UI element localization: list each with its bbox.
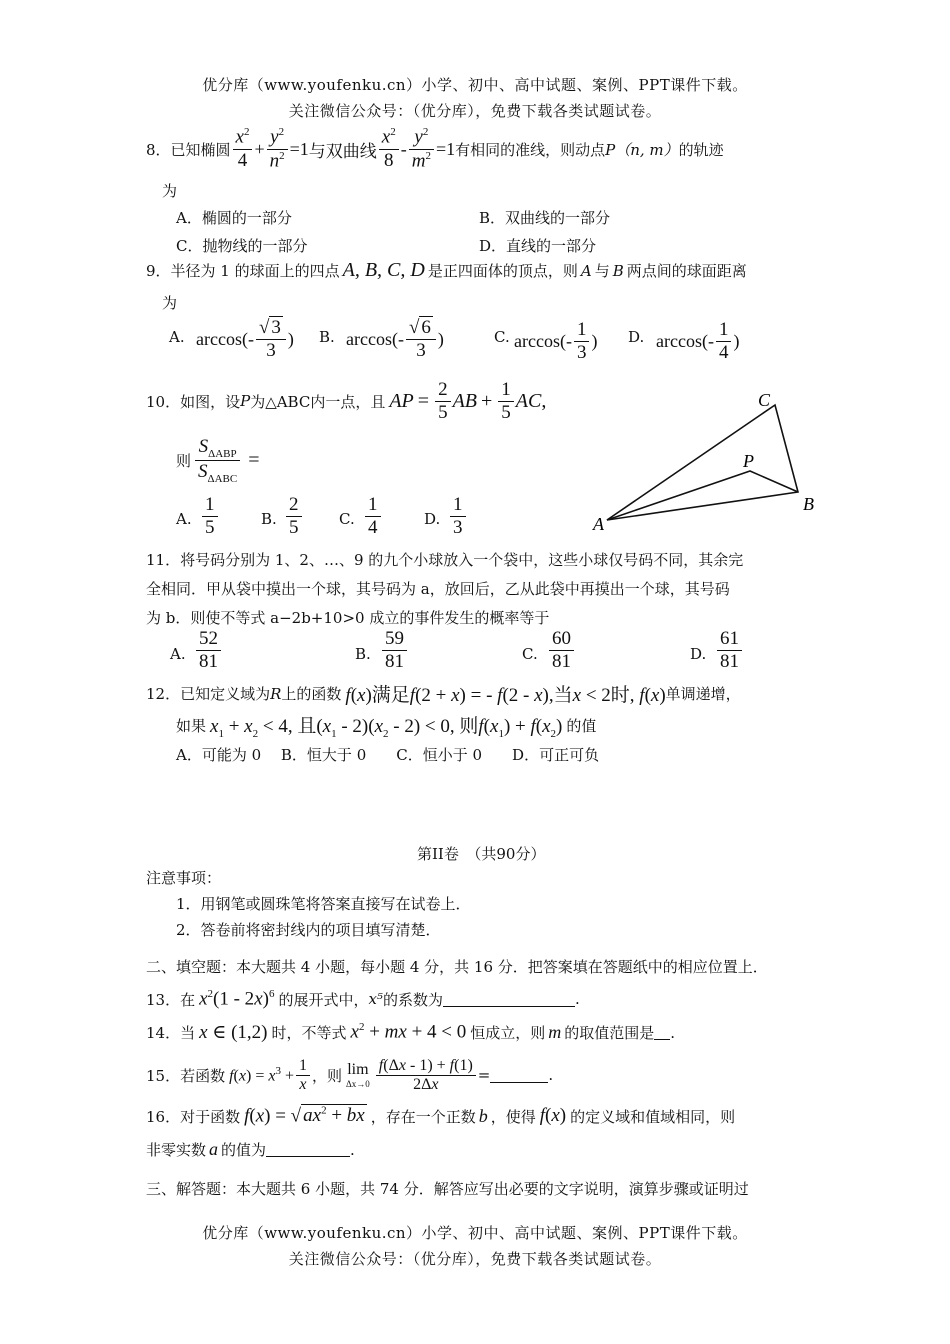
q16-line2b: 的值为 [221,1141,267,1159]
q10-label-d: D. [424,510,441,528]
q10-option-a: $\frac{1}{5}$ [200,494,220,539]
q8-mid: 与双曲线 [308,141,377,162]
q9-option-c: arccos(- $\frac{1}{3}$ ) [514,319,598,363]
part3-title: 三、解答题：本大题共 6 小题，共 74 分．解答应写出必要的文字说明，演算步骤或证明过 [146,1180,749,1198]
q8-tail: 的轨迹 [678,140,724,159]
q10-option-c: $\frac{1}{4}$ [363,494,383,539]
q8-point: P（n, m） [605,140,679,159]
question-15: 15．若函数 $f(x) = x^3$ + $\frac{1}{x}$ ，则 lim Δx→0 $\frac{f(\Delta x - 1) + f(1)}{2\Delta x}$ = . [146,1056,554,1093]
q16-mid: ，存在一个正数 [370,1107,476,1126]
q9-pre: 9．半径为 1 的球面上的四点 [146,262,340,280]
footer-line-2: 关注微信公众号：（优分库），免费下载各类试题试卷。 [288,1250,662,1268]
q12-options: A．可能为 0 B．恒大于 0 C．恒小于 0 D．可正可负 [176,746,600,764]
q9-option-d: arccos(- $\frac{1}{4}$ ) [656,319,740,363]
q13-answer-blank[interactable] [443,992,575,1007]
q13-post: 的展开式中， [278,990,369,1009]
q10-then: 则 [176,451,192,470]
q9-points: A, B, C, D [342,259,425,281]
q11-label-b: B. [355,645,371,663]
question-10: 10．如图，设 P 为△ABC内一点，且 AP = $\frac{2}{5}$ AB + $\frac{1}{5}$ AC , [146,378,547,423]
label-a: A [593,514,604,534]
q10-triangle-figure [585,385,825,545]
label-p: P [743,451,754,471]
q10-option-b: $\frac{2}{5}$ [284,494,304,539]
part2-notice-2: 2．答卷前将密封线内的项目填写清楚． [176,921,441,939]
q15-then: ，则 [311,1066,342,1085]
q11-line-1: 11．将号码分别为 1、2、…、9 的九个小球放入一个袋中，这些小球仅号码不同，其余完 [146,551,744,569]
q16-line2: 非零实数 [146,1141,207,1159]
q15-pre: 15．若函数 [146,1066,226,1085]
q16-mid2: ，使得 [490,1107,536,1126]
q16-answer-blank[interactable] [266,1142,350,1157]
q9-b: B [612,261,624,280]
q13-post2: 的系数为 [382,990,443,1009]
label-b: B [803,494,814,514]
q10-p: P [240,392,251,410]
q10-label-b: B. [261,510,277,528]
q16-tail: 的定义域和值域相同，则 [570,1107,736,1126]
q11-option-a: $\frac{52}{81}$ [194,628,223,673]
q15-answer-blank[interactable] [490,1068,548,1083]
triangle-abc [607,405,798,520]
q10-label-c: C. [339,510,355,528]
q8-post: 有相同的准线，则动点 [455,140,606,159]
q15-eq: = [477,1066,491,1084]
q9-label-b: B. [319,328,335,346]
q9-wrap: 为 [162,294,178,312]
q11-line-2: 全相同．甲从袋中摸出一个球，其号码为 a，放回后，乙从此袋中再摸出一个球，其号码 [146,580,730,598]
q8-option-b: B．双曲线的一部分 [479,209,611,227]
q9-option-a: arccos(- $\frac{√ 3}{3}$ ) [196,317,294,361]
q9-a: A [580,261,592,280]
question-14: 14．当 x ∈ (1,2) 时，不等式 $x^2$ + mx + 4 < 0 恒成立，则 m 的取值范围是 . [146,1021,676,1043]
q9-label-d: D. [628,328,645,346]
question-13: 13．在 $x^2(1 - 2x)^6$ 的展开式中， x⁵ 的系数为 . [146,988,580,1010]
part2-notice: 注意事项： [146,869,222,887]
q14-mid: 时，不等式 [271,1024,347,1042]
q9-label-a: A. [169,328,185,346]
footer-line-1: 优分库（www.youfenku.cn）小学、初中、高中试题、案例、PPT课件下载。 [202,1224,748,1242]
q11-option-d: $\frac{61}{81}$ [715,628,744,673]
q11-option-b: $\frac{59}{81}$ [380,628,409,673]
q14-tail: 的取值范围是 [564,1024,655,1042]
q13-x5: x⁵ [368,990,383,1009]
q8-ellipse-frac-x: $\frac{x^2}{4}$ [233,126,253,171]
question-16: 16．对于函数 f(x) = √ $ax^2$ + bx ，存在一个正数 b ，使得 f(x) 的定义域和值域相同，则 [146,1105,736,1127]
q9-and: 与 [594,262,610,280]
q16-pre: 16．对于函数 [146,1107,241,1126]
part2-title: 第II卷 （共90分） [417,845,546,863]
fill-section-title: 二、填空题：本大题共 4 小题，每小题 4 分，共 16 分．把答案填在答题纸中的相应位置上． [146,958,768,976]
q9-mid: 是正四面体的顶点，则 [427,262,578,280]
part2-notice-1: 1．用钢笔或圆珠笔将答案直接写在试卷上． [176,895,471,913]
q14-m: m [548,1022,562,1042]
q8-option-c: C．抛物线的一部分 [176,237,308,255]
q8-ellipse-frac-y: $\frac{y^2}{n^2}$ [267,126,288,172]
q12-line-2: 如果 $x_1 + x_2 < 4$, 且$(x_1 - 2)(x_2 - 2) < 0$, 则$f(x_1) + f(x_2)$ 的值 [176,716,597,740]
q10-ratio: 则 $\frac{S_{\Delta ABP}}{S_{\Delta ABC}}$ = [176,435,260,485]
q16-line-2: 非零实数 a 的值为 . [146,1139,355,1159]
q12-tail: 单调递增， [665,685,741,703]
q12-line2-pre: 如果 [176,716,207,735]
q11-label-d: D. [690,645,707,663]
q14-post: 恒成立，则 [470,1024,546,1042]
label-c: C [758,390,771,410]
header-line-1: 优分库（www.youfenku.cn）小学、初中、高中试题、案例、PPT课件下载。 [202,76,748,94]
q10-pre: 10．如图，设 [146,392,241,411]
q8-wrap: 为 [162,182,178,200]
q9-option-b: arccos(- $\frac{√ 6}{3}$ ) [346,317,444,361]
q8-option-d: D．直线的一部分 [479,237,597,255]
question-9 [146,259,747,282]
q11-label-c: C. [522,645,538,663]
q14-answer-blank[interactable] [654,1025,670,1040]
question-12: 12．已知定义域为 R 上的函数 f(x)满足f(2 + x) = - f(2 - x),当x < 2时, f(x) 单调递增， [146,684,741,706]
q14-pre: 14．当 [146,1024,196,1042]
q10-mid: 为△ABC内一点，且 [250,392,386,411]
q12-r: R [270,684,282,703]
q8-pre: 8．已知椭圆 [146,140,231,159]
q12-mid: 上的函数 [281,685,342,703]
q10-label-a: A. [176,510,192,528]
q12-pre: 12．已知定义域为 [146,685,271,703]
q8-hyper-frac-x: $\frac{x^2}{8}$ [379,126,399,171]
q11-label-a: A. [170,645,186,663]
q12-line2-tail: 的值 [566,716,597,735]
q16-b: b [478,1105,488,1126]
header-line-2: 关注微信公众号：（优分库），免费下载各类试题试卷。 [288,102,662,120]
q11-option-c: $\frac{60}{81}$ [547,628,576,673]
q13-pre: 13．在 [146,990,196,1009]
q10-option-d: $\frac{1}{3}$ [448,494,468,539]
question-8: 8．已知椭圆 $\frac{x^2}{4}$ + $\frac{y^2}{n^2}$ =1 与双曲线 $\frac{x^2}{8}$ - $\frac{y^2}{m^2}$ =1 有相同的准线，则动点 P（n, m） 的轨迹 [146,126,724,171]
q11-line-3: 为 b．则使不等式 a−2b+10>0 成立的事件发生的概率等于 [146,609,550,627]
q9-label-c: C. [494,328,510,346]
q8-option-a: A．椭圆的一部分 [176,209,292,227]
q9-post: 两点间的球面距离 [626,262,747,280]
q8-hyper-frac-y: $\frac{y^2}{m^2}$ [409,126,434,172]
q16-a: a [209,1139,219,1159]
